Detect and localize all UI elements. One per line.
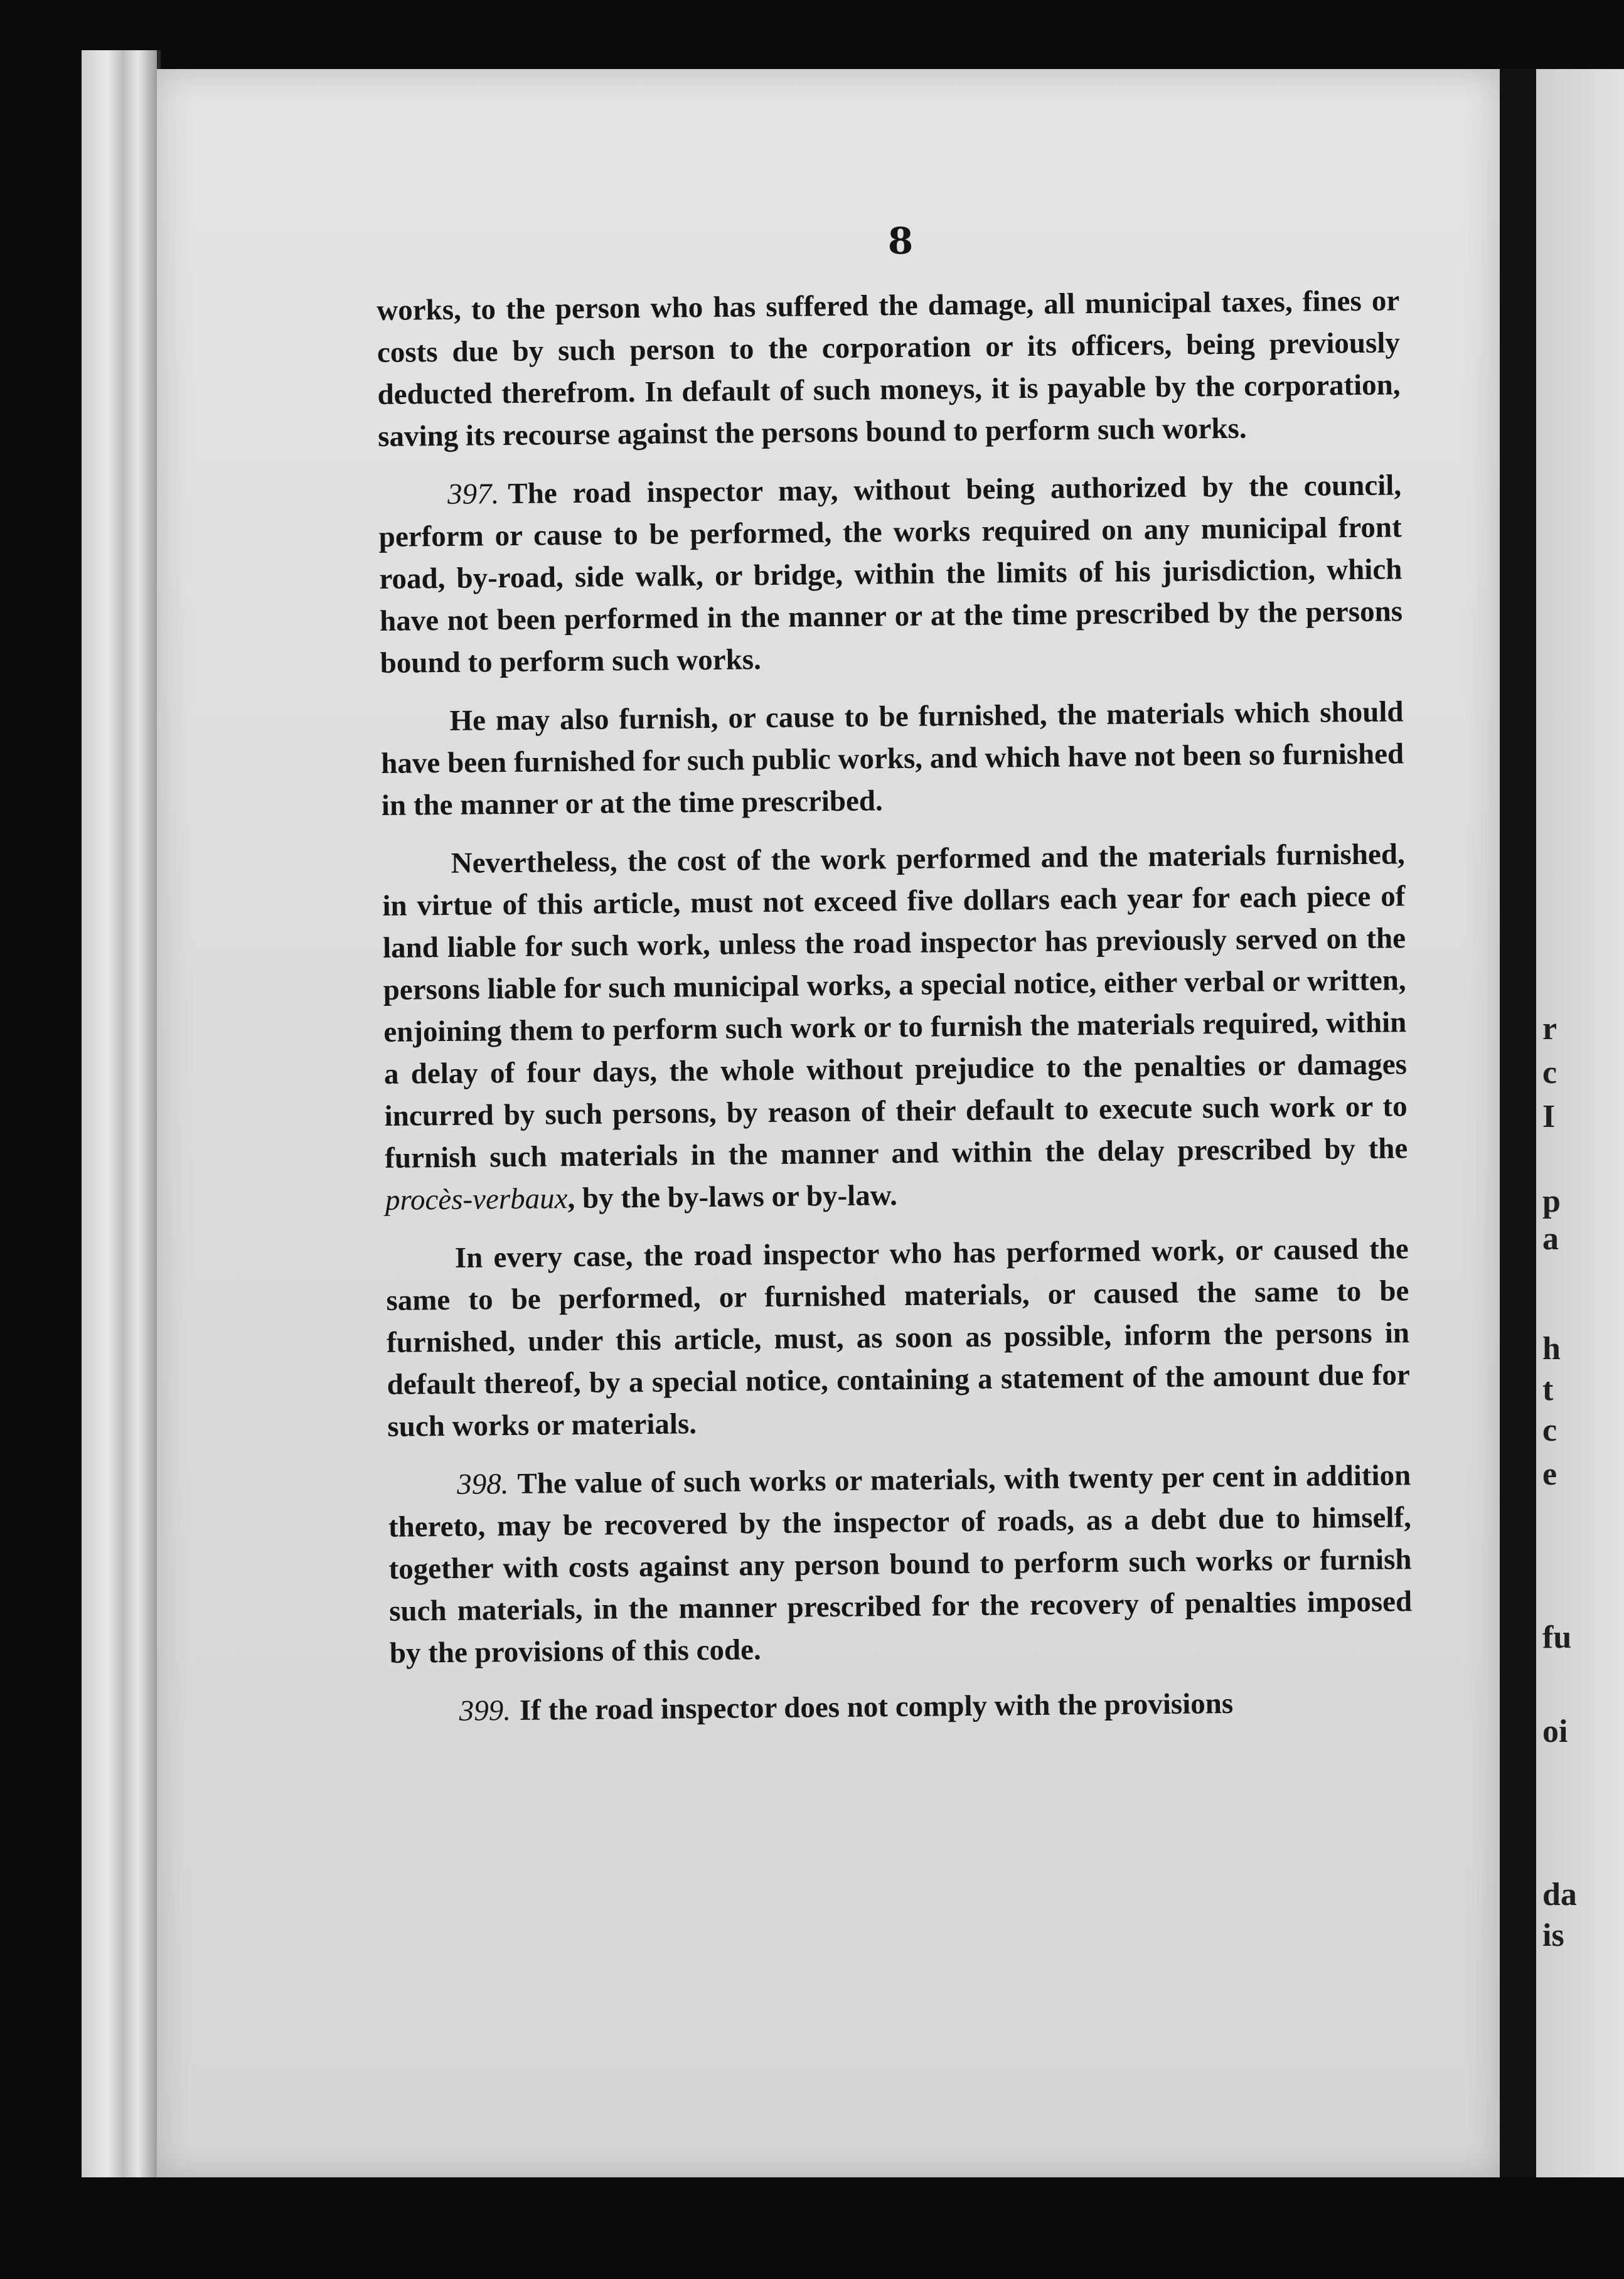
page-number: 8 bbox=[887, 220, 914, 262]
paragraph-continued bbox=[377, 280, 1401, 458]
page-edge-strip bbox=[82, 50, 161, 2196]
italic-term: procès-verbaux bbox=[385, 1182, 568, 1217]
article-number: 398. bbox=[457, 1468, 509, 1501]
article-397 bbox=[378, 464, 1403, 685]
paragraph-text: In every case, the road inspector who has performed work, or caused the same to be performed, or furnished materials, or caused the same to be furnished, under this article, must, as soon as possible, inform the persons in default thereof, by a special notice, containing a statement of the amount due for such works or materials. bbox=[386, 1232, 1410, 1443]
adjacent-fragment: e bbox=[1542, 1456, 1557, 1492]
article-398 bbox=[388, 1454, 1413, 1675]
adjacent-fragment: p bbox=[1542, 1183, 1561, 1219]
paragraph-text: The value of such works or materials, with twenty per cent in addition thereto, may be recovered by the inspector of roads, as a debt due to himself, together with costs against any person bound to perform such works or furnish such materials, in the manner prescribed for the recovery of penalties imposed by the provisions of this code. bbox=[388, 1459, 1413, 1670]
adjacent-fragment: is bbox=[1542, 1918, 1564, 1953]
paragraph-text: He may also furnish, or cause to be furnished, the materials which should have been furnished for such public works, and which have not been so furnished in the manner or at the time prescribed. bbox=[380, 695, 1404, 822]
adjacent-fragment: c bbox=[1542, 1055, 1557, 1091]
paragraph-text: Nevertheless, the cost of the work performed and the materials furnished, in virtue of this article, must not exceed five dollars each year for each piece of land liable for such work, unless the road inspector has previously served on the persons liable for such municipal works, a special notice, either verbal or written, enjoining them to perform such work or to furnish the materials required, within a delay of four days, the whole without prejudice to the penalties or damages incurred by such persons, by reason of their default to execute such work or to furnish such materials in the manner and within the delay prescribed by the bbox=[382, 838, 1408, 1175]
adjacent-fragment: oi bbox=[1542, 1714, 1568, 1749]
adjacent-fragment: c bbox=[1542, 1412, 1557, 1448]
article-number: 399. bbox=[459, 1694, 511, 1727]
article-399 bbox=[390, 1681, 1413, 1733]
article-397-materials bbox=[380, 691, 1404, 827]
adjacent-fragment: r bbox=[1542, 1011, 1557, 1047]
adjacent-fragment: h bbox=[1542, 1331, 1561, 1367]
adjacent-page-edge bbox=[1536, 69, 1624, 2177]
paragraph-text: The road inspector may, without being authorized by the council, perform or cause to be performed, the works required on any municipal front road, by-road, side walk, or bridge, within the limits of his jurisdiction, which have not been performed in the manner or at the time prescribed by the persons bound to perform such works. bbox=[378, 469, 1403, 680]
paragraph-text: If the road inspector does not comply with the provisions bbox=[519, 1687, 1234, 1727]
body-text bbox=[377, 280, 1413, 1749]
paragraph-text: works, to the person who has suffered the damage, all municipal taxes, fines or costs due by such person to the corporation or its officers, being previously deducted therefrom. In default of such moneys, it is payable by the corporation, saving its recourse against the persons bound to perform such works. bbox=[377, 284, 1401, 453]
article-397-limit bbox=[382, 833, 1408, 1222]
article-397-notice bbox=[386, 1228, 1411, 1448]
adjacent-fragment: I bbox=[1542, 1099, 1556, 1134]
microfilm-bottom-band bbox=[63, 2177, 1594, 2279]
adjacent-fragment: fu bbox=[1542, 1620, 1572, 1655]
binding-gutter bbox=[1500, 69, 1536, 2177]
adjacent-fragment: da bbox=[1542, 1877, 1577, 1913]
adjacent-fragment: a bbox=[1542, 1221, 1559, 1257]
article-number: 397. bbox=[447, 478, 499, 511]
adjacent-fragment: t bbox=[1542, 1372, 1554, 1407]
paragraph-text-tail: , by the by-laws or by-law. bbox=[567, 1179, 898, 1215]
